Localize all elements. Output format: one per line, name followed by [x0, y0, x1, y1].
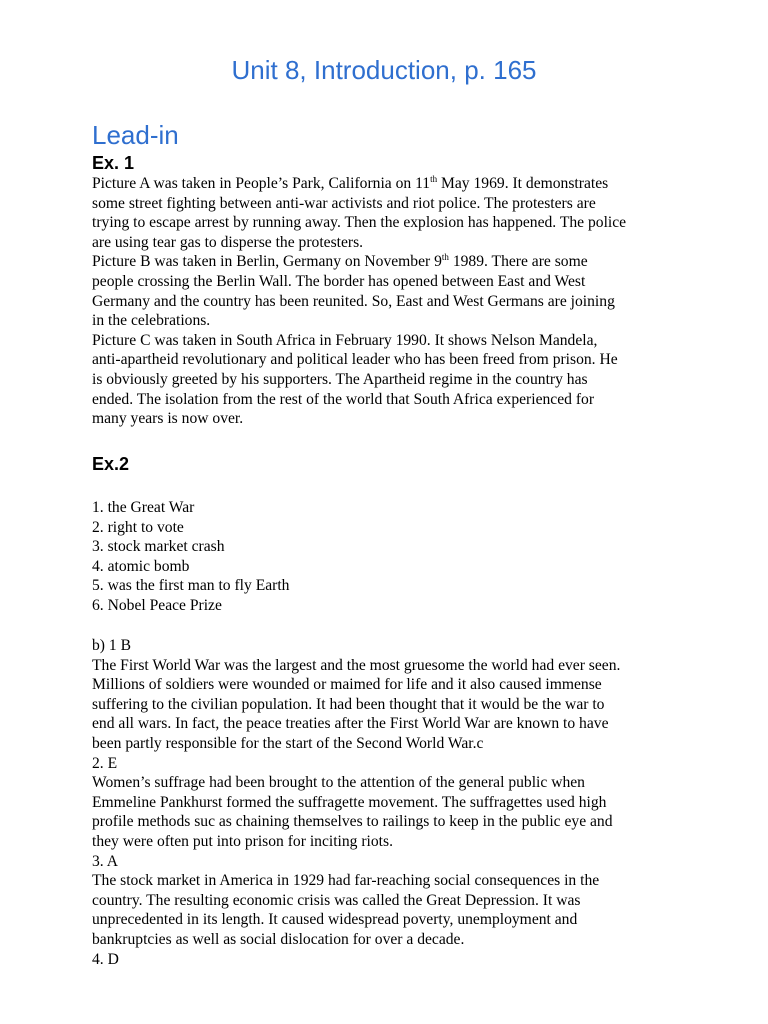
list-item: 1. the Great War	[92, 499, 195, 516]
paragraph-line: The First World War was the largest and the most gruesome the world had ever seen.	[92, 656, 621, 674]
paragraph-line: Picture A was taken in People’s Park, California on 11th May 1969. It demonstrates	[92, 173, 609, 192]
paragraph-line: Picture B was taken in Berlin, Germany on November 9th 1989. There are some	[92, 252, 588, 271]
paragraph-line: trying to escape arrest by running away. Then the explosion has happened. The police	[92, 214, 627, 232]
paragraph-line: is obviously greeted by his supporters. The Apartheid regime in the country has	[92, 370, 588, 388]
paragraph-line: end all wars. In fact, the peace treaties after the First World War are known to have	[92, 715, 609, 733]
list-item: 3. stock market crash	[92, 538, 225, 556]
paragraph-line: bankruptcies as well as social dislocation for over a decade.	[92, 930, 465, 948]
list-item: 5. was the first man to fly Earth	[92, 577, 290, 595]
paragraph-line: 4. D	[92, 950, 119, 968]
section-heading: Lead-in	[92, 120, 179, 150]
exercise-2-heading: Ex.2	[92, 454, 130, 474]
paragraph-line: Picture C was taken in South Africa in February 1990. It shows Nelson Mandela,	[92, 331, 598, 349]
paragraph-line: Women’s suffrage had been brought to the attention of the general public when	[92, 774, 585, 792]
paragraph-line: are using tear gas to disperse the protesters.	[92, 233, 364, 251]
paragraph-line: ended. The isolation from the rest of the world that South Africa experienced for	[92, 390, 595, 408]
exercise-2-list	[92, 498, 712, 616]
paragraph-line: people crossing the Berlin Wall. The border has opened between East and West	[92, 272, 586, 290]
page-title: Unit 8, Introduction, p. 165	[231, 55, 537, 85]
paragraph-line: suffering to the civilian population. It had been thought that it would be the war to	[92, 695, 605, 713]
paragraph-line: The stock market in America in 1929 had far-reaching social consequences in the	[92, 872, 600, 890]
paragraph-line: in the celebrations.	[92, 312, 211, 330]
paragraph-line: some street fighting between anti-war activists and riot police. The protesters are	[92, 194, 596, 212]
exercise-2-part-b	[92, 636, 712, 969]
exercise-1-text	[92, 174, 712, 429]
paragraph-line: profile methods suc as chaining themselves to railings to keep in the public eye and	[92, 813, 613, 831]
paragraph-line: 3. A	[92, 852, 118, 870]
list-item: 6. Nobel Peace Prize	[92, 596, 222, 614]
list-item: 4. atomic bomb	[92, 557, 190, 575]
exercise-1-heading: Ex. 1	[92, 153, 135, 173]
paragraph-line: been partly responsible for the start of the Second World War.c	[92, 734, 484, 752]
paragraph-line: anti-apartheid revolutionary and political leader who has been freed from prison. He	[92, 351, 618, 369]
paragraph-line: unprecedented in its length. It caused widespread poverty, unemployment and	[92, 911, 578, 929]
paragraph-line: 2. E	[92, 754, 118, 772]
paragraph-line: b) 1 B	[92, 637, 131, 654]
paragraph-line: they were often put into prison for inciting riots.	[92, 832, 393, 850]
paragraph-line: many years is now over.	[92, 410, 244, 428]
paragraph-line: Millions of soldiers were wounded or maimed for life and it also caused immense	[92, 676, 602, 694]
paragraph-line: country. The resulting economic crisis was called the Great Depression. It was	[92, 891, 581, 909]
paragraph-line: Germany and the country has been reunited. So, East and West Germans are joining	[92, 292, 615, 310]
list-item: 2. right to vote	[92, 518, 184, 536]
paragraph-line: Emmeline Pankhurst formed the suffragette movement. The suffragettes used high	[92, 793, 607, 811]
